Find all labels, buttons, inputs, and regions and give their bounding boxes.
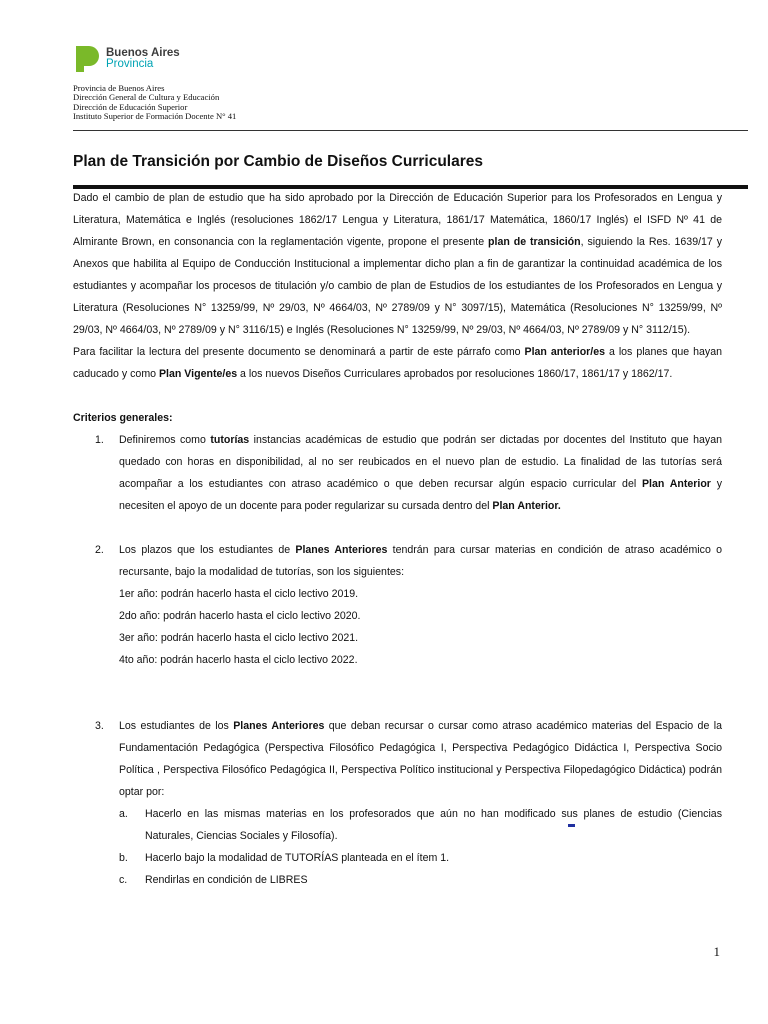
criterio-item-1: 1. Definiremos como tutorías instancias académicas de estudio que podrán ser dictadas por docentes del Instituto que hayan quedado con horas en disponibilidad, al no ser reubicados en el nuevo plan de estudio. La finalidad de las tutorías será acompañar a los estudiantes con atraso académico o que deben recursar algún espacio curricular del Plan Anterior y necesiten el apoyo de un docente para poder regularizar su cursada dentro del Plan Anterior. [73,429,722,517]
page-number: 1 [713,944,720,959]
option-a [73,803,722,847]
criterios-heading: Criterios generales: [73,412,173,424]
document-body [73,187,722,891]
option-text: Hacerlo en las mismas materias en los profesorados que aún no han modificado sus planes de estudio (Ciencias Naturales, Ciencias Sociales y Filosofía). [145,808,722,842]
item-number: 2. [95,544,104,556]
option-letter: c. [119,874,128,886]
institution-line: Dirección General de Cultura y Educación [73,92,220,103]
option-b [73,847,722,869]
option-text: Hacerlo bajo la modalidad de TUTORÍAS planteada en el ítem 1. [145,852,450,864]
criterio-item-2: 2. Los plazos que los estudiantes de Planes Anteriores tendrán para cursar materias en condición de atraso académico o recursante, bajo la modalidad de tutorías, son los siguientes: 1er año: podrán hacerlo hasta el ciclo lectivo 2019. 2do año: podrán hacerlo hasta el ciclo lectivo 2020. 3er año: podrán hacerlo hasta el ciclo lectivo 2021. 4to año: podrán hacerlo hasta el ciclo lectivo 2022. [73,539,722,671]
year-deadline: 2do año: podrán hacerlo hasta el ciclo lectivo 2020. [119,610,361,622]
item-number: 3. [95,720,104,732]
option-letter: a. [119,808,128,820]
logo-name: Buenos Aires [106,46,180,59]
logo-subtitle: Provincia [106,57,154,70]
intro-paragraph-1: Dado el cambio de plan de estudio que ha sido aprobado por la Dirección de Educación Superior para los Profesorados en Lengua y Literatura, Matemática e Inglés (resoluciones 1862/17 Lengua y Literatura, 1861/17 Matemática, 1860/17 Inglés) el ISFD Nº 41 de Almirante Brown, en consonancia con la reglamentación vigente, propone el presente plan de transición, siguiendo la Res. 1639/17 y Anexos que habilita al Equipo de Conducción Institucional a implementar dicho plan a fin de garantizar la continuidad académica de los estudiantes y acompañar los procesos de titulación y/o cambio de plan de Estudios de los estudiantes de los Profesorados en Lengua y Literatura (Resoluciones N° 13259/99, Nº 29/03, Nº 4664/03, Nº 2789/09 y N° 3097/15), Matemática (Resoluciones N° 13259/99, Nº 29/03, Nº 4664/03, Nº 2789/09 y N° 3116/15) e Inglés (Resoluciones N° 13259/99, Nº 29/03, Nº 4664/03, Nº 2789/09 y N° 3112/15). [73,192,722,336]
document-title: Plan de Transición por Cambio de Diseños Curriculares [73,153,484,170]
option-letter: b. [119,852,128,864]
criterio-item-3: 3. Los estudiantes de los Planes Anteriores que deban recursar o cursar como atraso académico materias del Espacio de la Fundamentación Pedagógica (Perspectiva Filosófico Pedagógica I, Perspectiva Pedagógico Didáctica I, Perspectiva Socio Política , Perspectiva Filosófico Pedagógica II, Perspectiva Político institucional y Perspectiva Filopedagógico Didáctica) podrán optar por: [73,715,722,803]
institution-line: Dirección de Educación Superior [73,101,188,112]
year-deadline: 3er año: podrán hacerlo hasta el ciclo lectivo 2021. [119,632,359,644]
buenos-aires-logo [73,44,180,73]
institution-line: Provincia de Buenos Aires [73,83,165,93]
item-number: 1. [95,434,104,446]
option-c [73,869,722,891]
province-logo-icon [73,44,100,73]
institution-line: Instituto Superior de Formación Docente N° 41 [73,111,237,122]
option-text: Rendirlas en condición de LIBRES [145,874,308,886]
intro-paragraph-2: Para facilitar la lectura del presente documento se denominará a partir de este párrafo como Plan anterior/es a los planes que hayan caducado y como Plan Vigente/es a los nuevos Diseños Curriculares aprobados por resoluciones 1860/17, 1861/17 y 1862/17. [73,346,722,380]
year-deadline: 4to año: podrán hacerlo hasta el ciclo lectivo 2022. [119,654,358,666]
header-divider [73,130,748,131]
cursor-mark [568,824,575,827]
institution-block [73,84,236,122]
year-deadline: 1er año: podrán hacerlo hasta el ciclo lectivo 2019. [119,588,359,600]
